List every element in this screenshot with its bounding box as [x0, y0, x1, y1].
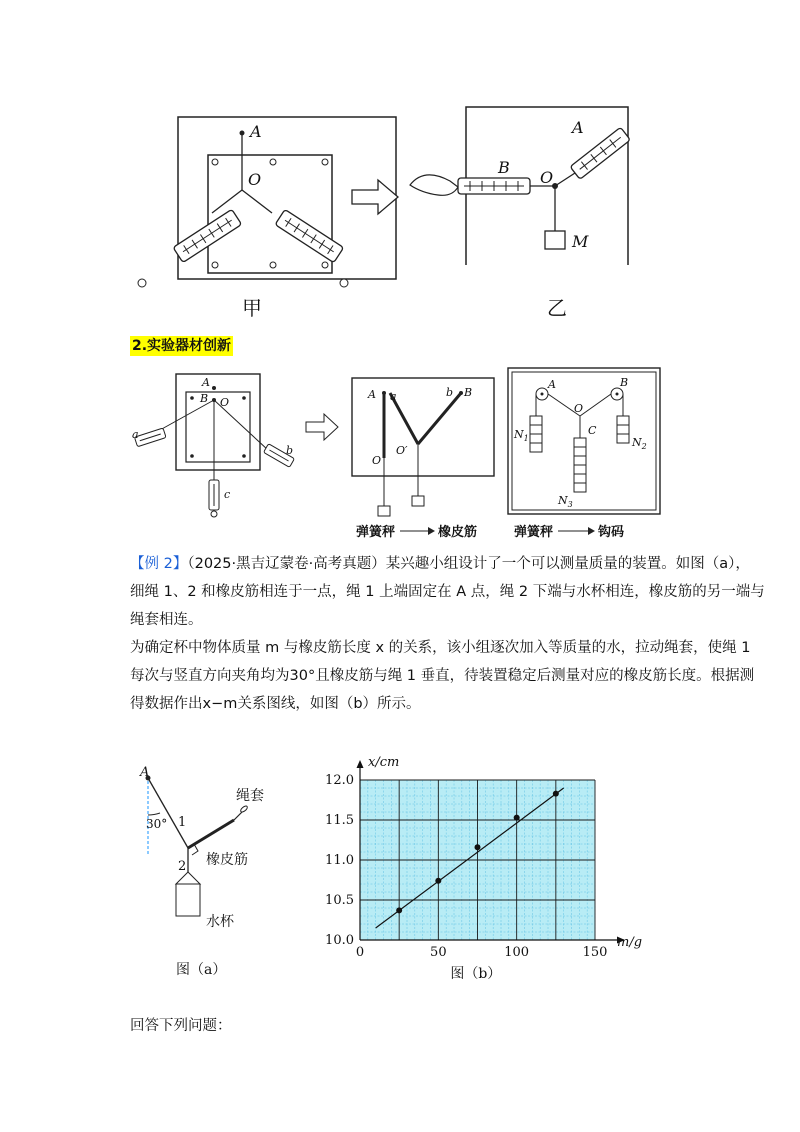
chart-point — [475, 844, 481, 850]
chart-caption: 图（b） — [450, 966, 502, 982]
chart-x-tick-label: 50 — [430, 945, 447, 960]
chart-x-label: m/g — [617, 935, 643, 950]
figure-jia-yi — [120, 95, 660, 325]
chart-x-tick-label: 100 — [504, 945, 530, 960]
fig2-right-O: O — [574, 402, 584, 415]
example-source: （2025·黑吉辽蒙卷·高考真题） — [187, 556, 386, 572]
fig2-mid-A: A — [368, 388, 376, 401]
fig-a-cup: 水杯 — [206, 914, 234, 930]
fig2-right-N3: N — [558, 494, 568, 507]
fig2-right-N2: N — [632, 436, 642, 449]
figure-a — [138, 760, 298, 985]
fig1-caption-right: 乙 — [547, 296, 567, 320]
section-heading: 2.实验器材创新 — [132, 338, 232, 354]
chart-y-tick-label: 10.0 — [325, 933, 354, 948]
figure-b-chart — [320, 750, 650, 990]
fig1-label-O2: O — [540, 168, 554, 187]
svg-text:N2 — [631, 436, 647, 451]
fig2-label-b: b — [286, 444, 294, 457]
fig1-label-A: A — [250, 122, 262, 141]
fig-a-rope1: 1 — [178, 815, 187, 830]
fig2-right-N3-sub: 3 — [567, 500, 573, 509]
fig2-right-N2-sub: 2 — [641, 442, 647, 451]
hand-icon — [410, 175, 458, 195]
fig2-mid-a: a — [390, 390, 397, 403]
svg-text:N3 — [557, 494, 573, 509]
figure-apparatus — [128, 364, 668, 544]
svg-text:N1 — [513, 428, 529, 443]
fig2-caption-right-to: 钩码 — [598, 525, 625, 540]
fig-a-angle: 30° — [146, 817, 168, 831]
fig2-label-O: O — [220, 396, 230, 409]
chart-y-tick-label: 11.0 — [325, 853, 354, 868]
chart-y-arrow — [357, 760, 364, 768]
fig2-mid-b: b — [446, 386, 454, 399]
fig2-right-B: B — [620, 376, 629, 389]
fig1-caption-left: 甲 — [242, 296, 262, 320]
fig2-mid-O: O — [372, 454, 382, 467]
arrow-icon — [352, 180, 398, 214]
example-line-4: 为确定杯中物体质量 m 与橡皮筋长度 x 的关系，该小组逐次加入等质量的水，拉动绳套，使绳 1 — [130, 640, 751, 656]
fig2-caption-mid-to: 橡皮筋 — [438, 525, 478, 540]
example-line-5: 每次与竖直方向夹角均为30°且橡皮筋与绳 1 垂直，待装置稳定后测量对应的橡皮筋长度。根据测 — [130, 668, 755, 684]
fig2-caption-right-from: 弹簧秤 — [514, 525, 554, 540]
fig-a-label-A: A — [140, 765, 150, 780]
chart-point — [553, 791, 559, 797]
chart-point — [396, 907, 402, 913]
example-line-3: 绳套相连。 — [130, 612, 203, 628]
fig2-right-C: C — [588, 424, 597, 437]
chart-point — [514, 815, 520, 821]
chart-y-ticks — [325, 773, 354, 948]
fig2-mid-B: B — [464, 386, 473, 399]
fig2-mid-O2: O′ — [396, 444, 408, 457]
fig1-label-A2: A — [572, 118, 584, 137]
fig-a-loop: 绳套 — [236, 788, 264, 804]
chart-y-tick-label: 10.5 — [325, 893, 354, 908]
chart-y-tick-label: 12.0 — [325, 773, 354, 788]
chart-x-tick-label: 0 — [355, 945, 365, 960]
fig2-label-a: a — [132, 428, 139, 441]
arrow-icon-2 — [306, 414, 338, 440]
chart-point — [435, 878, 441, 884]
fig2-right-N1-sub: 1 — [523, 434, 529, 443]
fig1-label-M: M — [572, 232, 589, 251]
example-tag: 【例 2】 — [130, 556, 188, 572]
fig2-caption-mid-from: 弹簧秤 — [356, 525, 396, 540]
fig2-label-B: B — [200, 392, 209, 405]
fig2-right-N1: N — [514, 428, 524, 441]
example-line-2: 细绳 1、2 和橡皮筋相连于一点，绳 1 上端固定在 A 点，绳 2 下端与水杯相连，橡皮筋的另一端与 — [130, 584, 765, 600]
fig2-right-A: A — [548, 378, 556, 391]
fig-a-caption: 图（a） — [176, 962, 227, 978]
fig2-label-A: A — [202, 376, 210, 389]
fig-a-rope2: 2 — [178, 859, 187, 874]
example-line-6: 得数据作出x−m关系图线，如图（b）所示。 — [130, 696, 421, 712]
fig1-label-O: O — [248, 170, 262, 189]
chart-y-tick-label: 11.5 — [325, 813, 354, 828]
example-line-1: 【例 2】（2025·黑吉辽蒙卷·高考真题）某兴趣小组设计了一个可以测量质量的装置。如图（a）， — [130, 556, 750, 572]
example-paragraph — [130, 550, 780, 718]
fig1-label-B: B — [498, 158, 510, 177]
chart-x-ticks — [356, 945, 608, 960]
fig-a-rubber: 橡皮筋 — [206, 852, 248, 868]
chart-x-tick-label: 150 — [582, 945, 608, 960]
chart-y-label: x/cm — [368, 755, 400, 770]
question-prompt: 回答下列问题： — [130, 1018, 232, 1034]
fig2-label-c: c — [224, 488, 231, 501]
